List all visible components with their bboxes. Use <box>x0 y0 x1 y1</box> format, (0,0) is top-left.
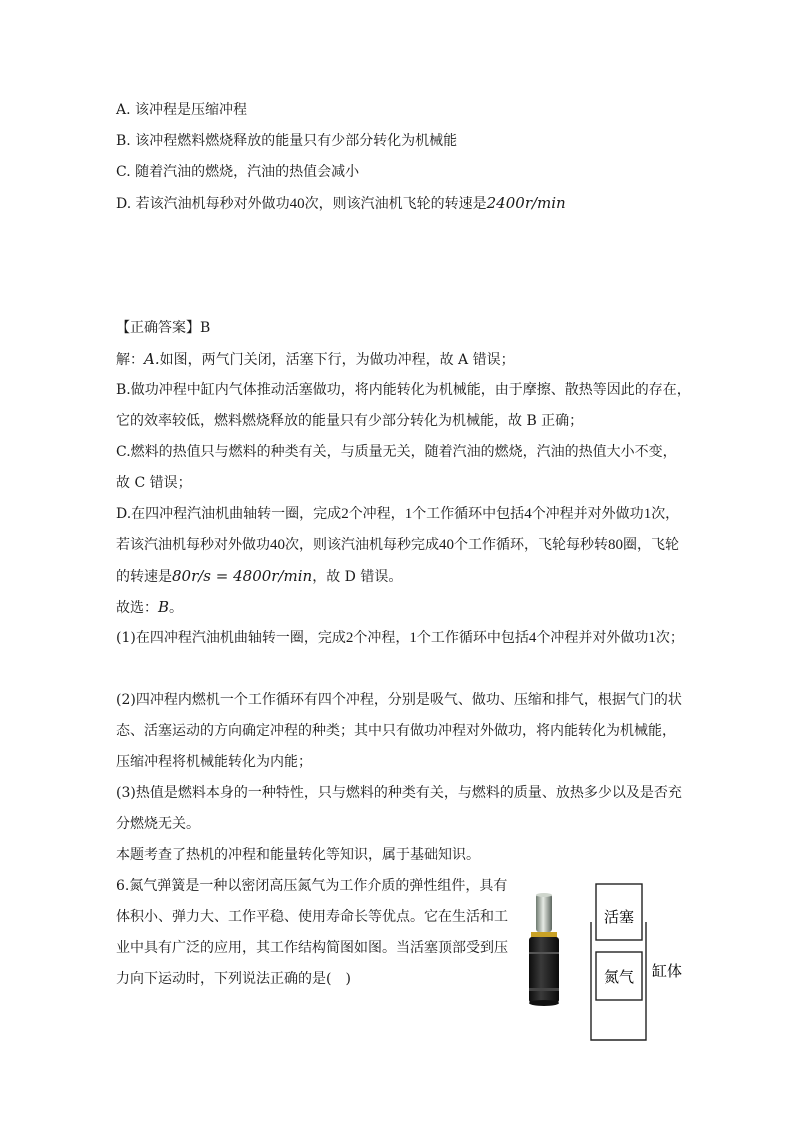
option-b: B. 该冲程燃料燃烧释放的能量只有少部分转化为机械能 <box>116 133 458 149</box>
option-d: D. 若该汽油机每秒对外做功40次，则该汽油机飞轮的转速是2400r/min <box>116 194 566 212</box>
answer-line-c2: 故 C 错误； <box>116 475 192 491</box>
analysis-point-2-line1: (2)四冲程内燃机一个工作循环有四个冲程，分别是吸气、做功、压缩和排气，根据气门的状 <box>116 692 682 708</box>
question-6-line2: 体积小、弹力大、工作平稳、使用寿命长等优点。它在生活和工 <box>116 909 508 925</box>
question-6-line4: 力向下运动时，下列说法正确的是( ) <box>116 971 351 987</box>
answer-line-a: 解：A.如图，两气门关闭，活塞下行，为做功冲程，故 A 错误； <box>116 350 515 368</box>
answer-line-b1: B.做功冲程中缸内气体推动活塞做功，将内能转化为机械能，由于摩擦、散热等因此的存在， <box>116 382 691 398</box>
spring-structure-diagram <box>588 882 698 1042</box>
cylinder-label: 缸体 <box>652 962 683 980</box>
answer-line-c1: C.燃料的热值只与燃料的种类有关，与质量无关，随着汽油的燃烧，汽油的热值大小不变， <box>116 444 677 460</box>
piston-label: 活塞 <box>603 908 635 926</box>
question-6-line3: 业中具有广泛的应用，其工作结构简图如图。当活塞顶部受到压 <box>116 940 508 956</box>
answer-title: 【正确答案】B <box>116 320 211 336</box>
analysis-summary: 本题考查了热机的冲程和能量转化等知识，属于基础知识。 <box>116 847 480 863</box>
answer-line-d3: 的转速是80r/s = 4800r/min，故 D 错误。 <box>116 567 403 585</box>
answer-line-d1: D.在四冲程汽油机曲轴转一圈，完成2个冲程，1个工作循环中包括4个冲程并对外做功1次， <box>116 506 680 522</box>
analysis-point-3-line2: 分燃烧无关。 <box>116 816 200 832</box>
answer-line-d2: 若该汽油机每秒对外做功40次，则该汽油机每秒完成40个工作循环，飞轮每秒转80圈，飞轮 <box>116 537 679 553</box>
option-a: A. 该冲程是压缩冲程 <box>116 102 248 118</box>
nitrogen-spring-photo <box>520 892 568 1008</box>
analysis-point-1: (1)在四冲程汽油机曲轴转一圈，完成2个冲程，1个工作循环中包括4个冲程并对外做功1次； <box>116 630 684 646</box>
answer-choice: 故选：B。 <box>116 598 184 616</box>
question-6-line1: 6.氮气弹簧是一种以密闭高压氮气为工作介质的弹性组件，具有 <box>116 878 508 894</box>
analysis-point-2-line3: 压缩冲程将机械能转化为内能； <box>116 754 312 770</box>
analysis-point-2-line2: 态、活塞运动的方向确定冲程的种类；其中只有做功冲程对外做功，将内能转化为机械能， <box>116 723 676 739</box>
option-c: C. 随着汽油的燃烧，汽油的热值会减小 <box>116 164 360 180</box>
analysis-point-3-line1: (3)热值是燃料本身的一种特性，只与燃料的种类有关，与燃料的质量、放热多少以及是否充 <box>116 785 682 801</box>
answer-line-b2: 它的效率较低，燃料燃烧释放的能量只有少部分转化为机械能，故 B 正确； <box>116 413 584 429</box>
nitrogen-label: 氮气 <box>603 968 635 986</box>
